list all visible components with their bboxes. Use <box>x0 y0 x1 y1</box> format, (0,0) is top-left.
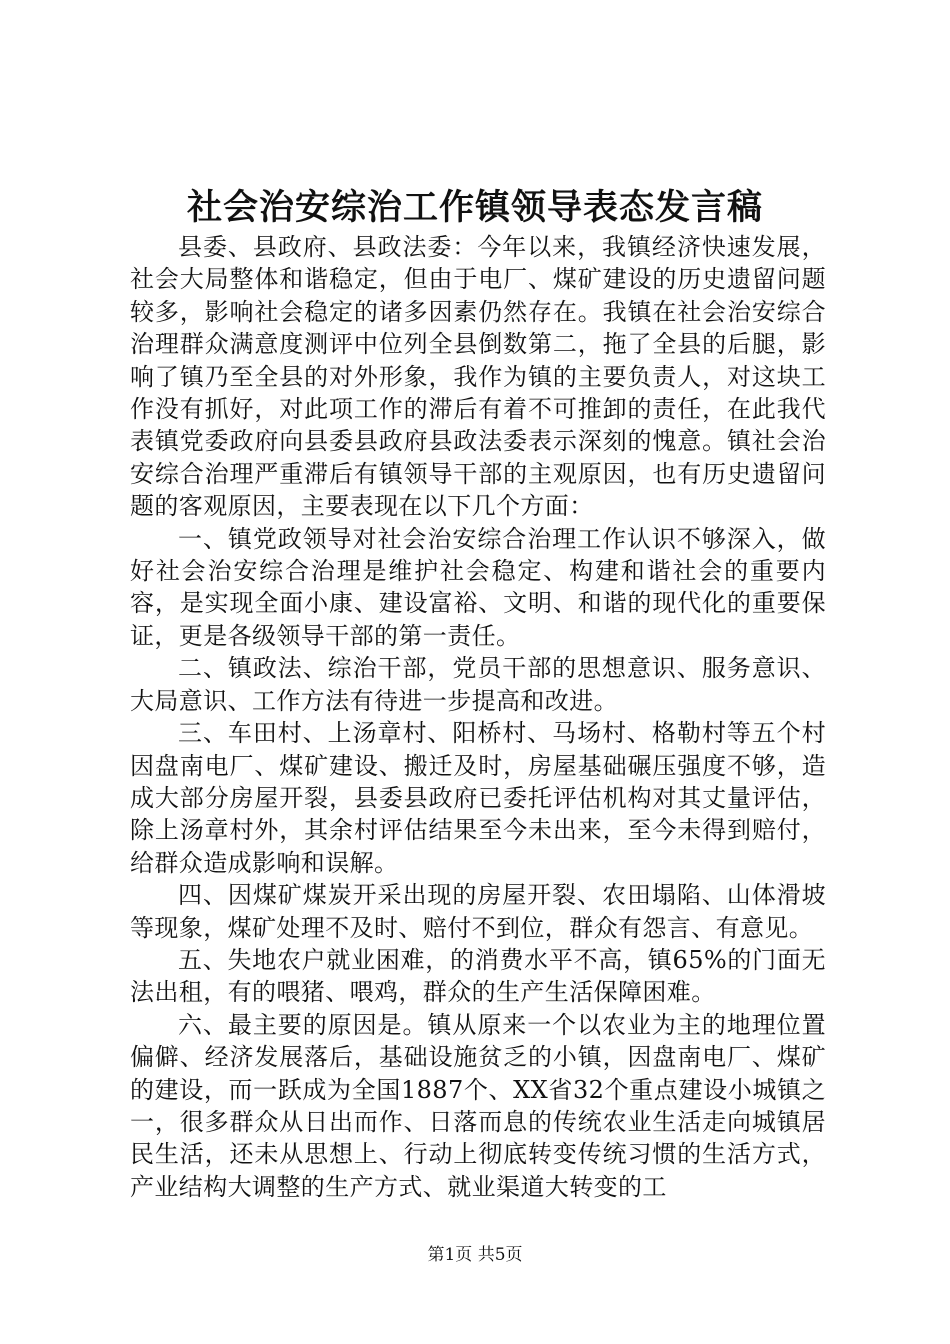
point-five-paragraph: 五、失地农户就业困难，的消费水平不高，镇65%的门面无法出租，有的喂猪、喂鸡，群众的生产生活保障困难。 <box>130 945 826 1007</box>
point-four-paragraph: 四、因煤矿煤炭开采出现的房屋开裂、农田塌陷、山体滑坡等现象，煤矿处理不及时、赔付不到位，群众有怨言、有意见。 <box>130 881 826 942</box>
point-one-paragraph: 一、镇党政领导对社会治安综合治理工作认识不够深入，做好社会治安综合治理是维护社会稳定、构建和谐社会的重要内容，是实现全面小康、建设富裕、文明、和谐的现代化的重要保证，更是各级领导干部的第一责任。 <box>130 524 826 650</box>
document-title: 社会治安综治工作镇领导表态发言稿 <box>186 187 763 228</box>
intro-paragraph: 县委、县政府、县政法委：今年以来，我镇经济快速发展，社会大局整体和谐稳定，但由于电厂、煤矿建设的历史遗留问题较多，影响社会稳定的诸多因素仍然存在。我镇在社会治安综合治理群众满意度测评中位列全县倒数第二，拖了全县的后腿，影响了镇乃至全县的对外形象，我作为镇的主要负责人，对这块工作没有抓好，对此项工作的滞后有着不可推卸的责任，在此我代表镇党委政府向县委县政府县政法委表示深刻的愧意。镇社会治安综合治理严重滞后有镇领导干部的主观原因，也有历史遗留问题的客观原因，主要表现在以下几个方面： <box>130 233 826 521</box>
point-six-paragraph: 六、最主要的原因是。镇从原来一个以农业为主的地理位置偏僻、经济发展落后，基础设施贫乏的小镇，因盘南电厂、煤矿的建设，而一跃成为全国1887个、XX省32个重点建设小城镇之一，很多群众从日出而作、日落而息的传统农业生活走向城镇居民生活，还未从思想上、行动上彻底转变传统习惯的生活方式，产业结构大调整的生产方式、就业渠道大转变的工 <box>130 1010 826 1201</box>
document-body <box>130 231 826 1203</box>
point-three-paragraph: 三、车田村、上汤章村、阳桥村、马场村、格勒村等五个村因盘南电厂、煤矿建设、搬迁及时，房屋基础碾压强度不够，造成大部分房屋开裂，县委县政府已委托评估机构对其丈量评估，除上汤章村外，其余村评估结果至今未出来，至今未得到赔付，给群众造成影响和误解。 <box>130 719 826 877</box>
page-number-footer: 第1页 共5页 <box>427 1245 523 1265</box>
point-two-paragraph: 二、镇政法、综治干部，党员干部的思想意识、服务意识、大局意识、工作方法有待进一步提高和改进。 <box>130 654 826 715</box>
